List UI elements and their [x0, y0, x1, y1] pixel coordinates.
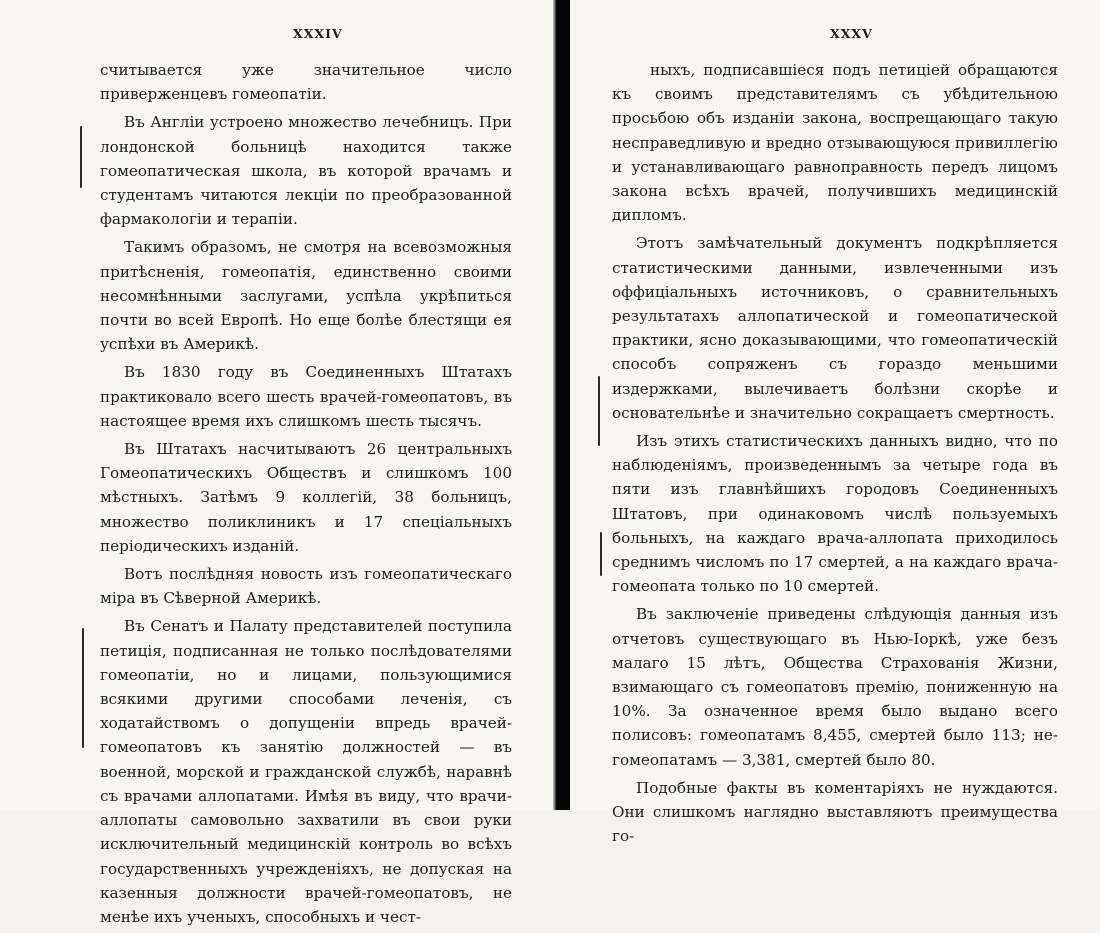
paragraph: Въ Сенатъ и Палату представителей поступила петиція, подписанная не только послѣдователями гомеопатіи, но и лицами, пользующимися всякими другими способами леченія, съ ходатайствомъ о допущеніи впредь врачей-гомеопатовъ къ занятію должностей — въ военной, морской и гражданской службѣ, наравнѣ съ врачами аллопатами. Имѣя въ виду, что врачи-аллопаты самовольно захватили въ свои руки исключительный медицинскій контроль во всѣхъ государственныхъ учрежденіяхъ, не допуская на казенныя должности врачей-гомеопатовъ, не менѣе ихъ ученыхъ, способныхъ и чест-	[100, 617, 512, 926]
paragraph: Въ Англіи устроено множество лечебницъ. При лондонской больницѣ находится также гомеопатическая школа, въ которой врачамъ и студентамъ читаются лекціи по преобразованной фармакологіи и терапіи.	[100, 113, 512, 229]
margin-pencil-mark	[600, 532, 602, 576]
paragraph: Въ Штатахъ насчитываютъ 26 центральныхъ Гомеопатическихъ Обществъ и слишкомъ 100 мѣстныхъ. Затѣмъ 9 коллегій, 38 больницъ, множество поликлиникъ и 17 спеціальныхъ періодическихъ изданій.	[100, 440, 512, 555]
margin-pencil-mark	[80, 126, 82, 188]
paragraph: Подобные факты въ коментаріяхъ не нуждаются. Они слишкомъ наглядно выставляютъ преимущества го-	[612, 778, 1058, 846]
paragraph: Этотъ замѣчательный документъ подкрѣпляется статистическими данными, извлеченными изъ оффиціальныхъ источниковъ, о сравнительныхъ результатахъ аллопатической и гомеопатической практики, ясно доказывающими, что гомеопатическій способъ сопряженъ съ гораздо меньшими издержками, вылечиваетъ болѣзни скорѣе и основательнѣе и значительно сокращаетъ смертность.	[612, 234, 1058, 422]
right-page-number: XXXV	[830, 26, 873, 41]
paragraph: считывается уже значительное число приверженцевъ гомеопатіи.	[100, 61, 512, 104]
left-page-number: XXXIV	[293, 26, 343, 41]
paragraph: Такимъ образомъ, не смотря на всевозможныя притѣсненія, гомеопатія, единственно своими несомнѣнными заслугами, успѣла укрѣпиться почти во всей Европѣ. Но еще болѣе блестящи ея успѣхи въ Америкѣ.	[100, 238, 512, 354]
paragraph: Въ 1830 году въ Соединенныхъ Штатахъ практиковало всего шесть врачей-гомеопатовъ, въ настоящее время ихъ слишкомъ шесть тысячъ.	[100, 363, 512, 430]
paragraph: Изъ этихъ статистическихъ данныхъ видно, что по наблюденіямъ, произведеннымъ за четыре года въ пяти изъ главнѣйшихъ городовъ Соединенныхъ Штатовъ, при одинаковомъ числѣ пользуемыхъ больныхъ, на каждаго врача-аллопата приходилось среднимъ числомъ по 17 смертей, а на каждаго врача-гомеопата только по 10 смертей.	[612, 432, 1058, 596]
paragraph: Вотъ послѣдняя новость изъ гомеопатическаго міра въ Сѣверной Америкѣ.	[100, 565, 512, 608]
paragraph: ныхъ, подписавшіеся подъ петиціей обращаются къ своимъ представителямъ съ убѣдительною просьбою объ изданіи закона, воспрещающаго такую несправедливую и вредно отзывающуюся привиллегію и устанавливающаго равноправность передъ лицомъ закона всѣхъ врачей, получившихъ медицинскій дипломъ.	[612, 61, 1058, 225]
book-gutter	[555, 0, 570, 810]
margin-pencil-mark	[82, 628, 84, 748]
paragraph: Въ заключеніе приведены слѣдующія данныя изъ отчетовъ существующаго въ Нью-Іоркѣ, уже безъ малаго 15 лѣтъ, Общества Страхованія Жизни, взимающаго съ гомеопатовъ премію, пониженную на 10%. За означенное время было выдано всего полисовъ: гомеопатамъ 8,455, смертей было 113; не-гомеопатамъ — 3,381, смертей было 80.	[612, 605, 1058, 769]
margin-pencil-mark	[598, 376, 600, 446]
right-page	[570, 0, 1100, 846]
right-page-text	[612, 58, 1058, 853]
left-page-text	[100, 58, 512, 933]
page-edge-shadow	[553, 0, 556, 810]
